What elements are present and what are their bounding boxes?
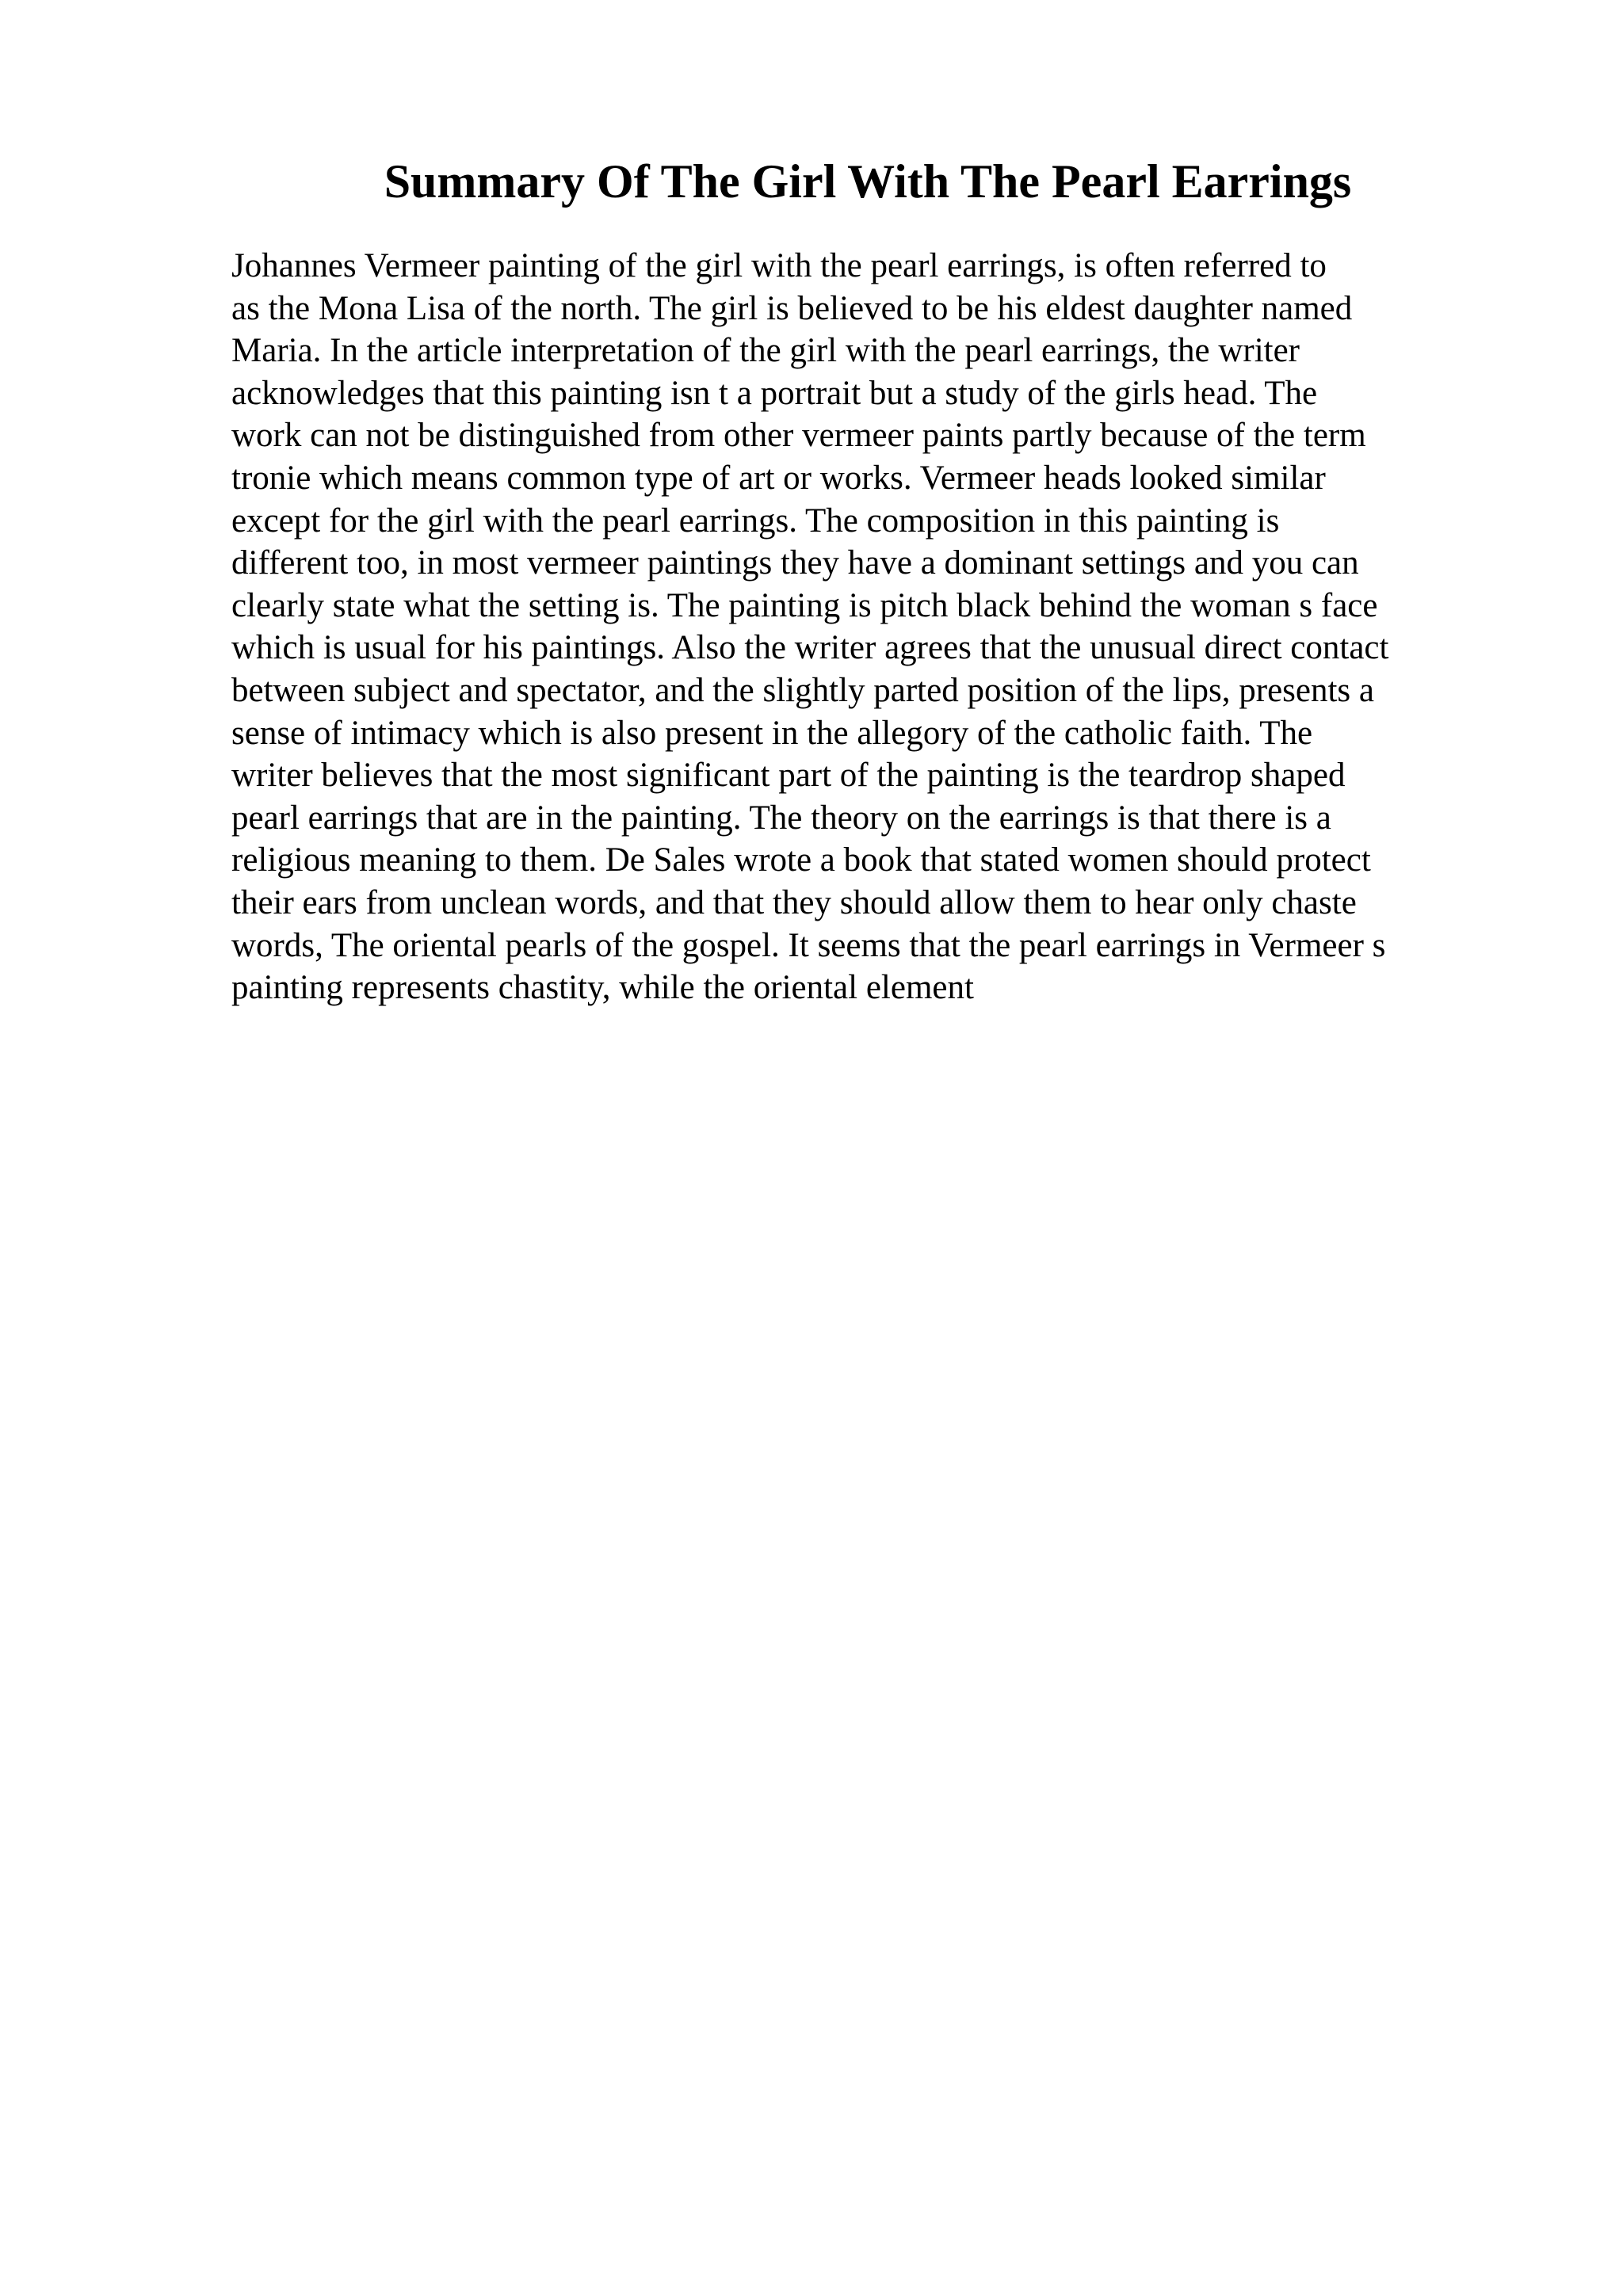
document-body <box>231 245 1579 1009</box>
body-line: different too, in most vermeer paintings they have a dominant settings and you can <box>231 544 1359 582</box>
body-line: pearl earrings that are in the painting. The theory on the earrings is that there is a <box>231 799 1331 837</box>
body-line: their ears from unclean words, and that they should allow them to hear only chaste <box>231 883 1357 921</box>
body-line: except for the girl with the pearl earrings. The composition in this painting is <box>231 502 1280 540</box>
body-line: Maria. In the article interpretation of the girl with the pearl earrings, the writer <box>231 332 1300 370</box>
body-line: acknowledges that this painting isn t a portrait but a study of the girls head. The <box>231 374 1318 412</box>
document-title: Summary Of The Girl With The Pearl Earrings <box>384 155 1352 208</box>
body-line: writer believes that the most significant part of the painting is the teardrop shaped <box>231 757 1346 795</box>
body-line: work can not be distinguished from other vermeer paints partly because of the term <box>231 417 1366 455</box>
body-line: which is usual for his paintings. Also the writer agrees that the unusual direct contact <box>231 629 1389 667</box>
body-line: words, The oriental pearls of the gospel. It seems that the pearl earrings in Vermeer s <box>231 926 1386 964</box>
body-line: Johannes Vermeer painting of the girl with the pearl earrings, is often referred to <box>231 247 1327 284</box>
body-line: sense of intimacy which is also present in the allegory of the catholic faith. The <box>231 714 1313 752</box>
body-line: clearly state what the setting is. The painting is pitch black behind the woman s face <box>231 586 1378 624</box>
body-line: tronie which means common type of art or works. Vermeer heads looked similar <box>231 459 1326 497</box>
body-line: painting represents chastity, while the oriental element <box>231 969 974 1007</box>
body-line: religious meaning to them. De Sales wrote a book that stated women should protect <box>231 841 1371 879</box>
body-line: between subject and spectator, and the slightly parted position of the lips, presents a <box>231 671 1374 709</box>
body-line: as the Mona Lisa of the north. The girl is believed to be his eldest daughter named <box>231 289 1353 327</box>
